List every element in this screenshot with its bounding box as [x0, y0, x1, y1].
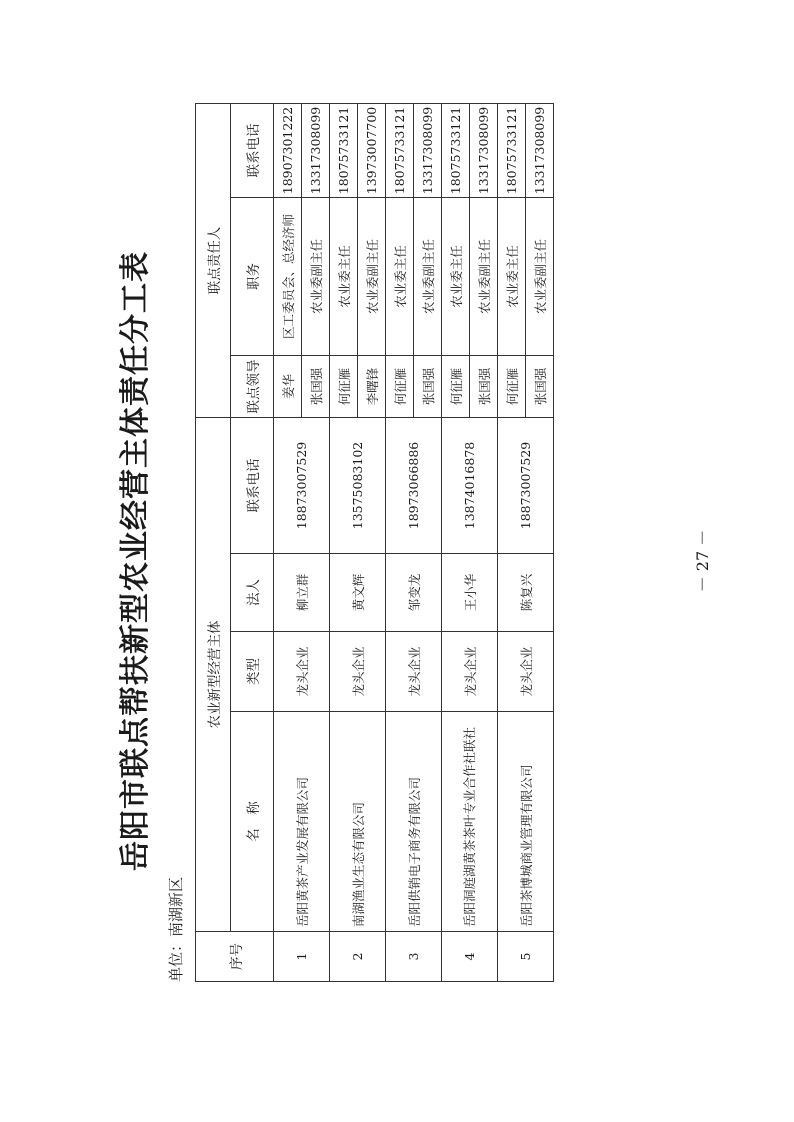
- leader-position: 农业委主任: [386, 198, 414, 356]
- legal-person: 邹变龙: [386, 554, 442, 632]
- leader-name: 张国强: [414, 356, 442, 418]
- seq-cell: 5: [498, 932, 554, 982]
- leader-phone: 18075733121: [442, 103, 470, 197]
- leader-name: 何征雁: [386, 356, 414, 418]
- leader-position: 农业委主任: [330, 198, 358, 356]
- seq-cell: 2: [330, 932, 386, 982]
- leader-name: 张国强: [302, 356, 330, 418]
- header-name: 名 称: [231, 712, 274, 932]
- leader-name: 何征雁: [498, 356, 526, 418]
- table-row: [498, 103, 526, 981]
- leader-phone: 18075733121: [330, 103, 358, 197]
- legal-person: 柳立群: [274, 554, 330, 632]
- table-row: [274, 103, 302, 981]
- leader-name: 张国强: [526, 356, 554, 418]
- leader-name: 何征雁: [442, 356, 470, 418]
- table-row: [330, 103, 358, 981]
- legal-person: 黄文辉: [330, 554, 386, 632]
- entity-phone: 13575083102: [330, 418, 386, 554]
- leader-name: 张国强: [470, 356, 498, 418]
- entity-type: 龙头企业: [442, 632, 498, 712]
- responsibility-table: [195, 103, 554, 982]
- leader-phone: 13317308099: [414, 103, 442, 197]
- entity-name: 岳阳供销电子商务有限公司: [386, 712, 442, 932]
- header-group-contact: 联点责任人: [196, 103, 231, 417]
- leader-position: 农业委副主任: [470, 198, 498, 356]
- header-type: 类型: [231, 632, 274, 712]
- legal-person: 陈复兴: [498, 554, 554, 632]
- table-row: [386, 103, 414, 981]
- page-title: 岳阳市联点帮扶新型农业经营主体责任分工表: [118, 251, 153, 871]
- entity-type: 龙头企业: [498, 632, 554, 712]
- table-row: [442, 103, 470, 981]
- leader-phone: 18075733121: [498, 103, 526, 197]
- header-legal: 法人: [231, 554, 274, 632]
- leader-phone: 13317308099: [526, 103, 554, 197]
- entity-name: 岳阳黄茶产业发展有限公司: [274, 712, 330, 932]
- entity-name: 南湖渔业生态有限公司: [330, 712, 386, 932]
- leader-phone: 13973007700: [358, 103, 386, 197]
- leader-phone: 18075733121: [386, 103, 414, 197]
- entity-phone: 18973066886: [386, 418, 442, 554]
- header-leader: 联点领导: [231, 356, 274, 418]
- leader-name: 李曙锋: [358, 356, 386, 418]
- entity-name: 岳阳洞庭湖黄茶茶叶专业合作社联社: [442, 712, 498, 932]
- legal-person: 王小华: [442, 554, 498, 632]
- leader-position: 农业委副主任: [302, 198, 330, 356]
- entity-name: 岳阳茶博城商业管理有限公司: [498, 712, 554, 932]
- seq-cell: 3: [386, 932, 442, 982]
- header-leader-phone: 联系电话: [231, 103, 274, 197]
- leader-position: 区工委员会、总经济师: [274, 198, 302, 356]
- header-position: 职务: [231, 198, 274, 356]
- entity-type: 龙头企业: [274, 632, 330, 712]
- leader-phone: 13317308099: [470, 103, 498, 197]
- entity-type: 龙头企业: [330, 632, 386, 712]
- leader-position: 农业委主任: [498, 198, 526, 356]
- leader-position: 农业委副主任: [358, 198, 386, 356]
- entity-phone: 18873007529: [274, 418, 330, 554]
- header-group-entity: 农业新型经营主体: [196, 418, 231, 932]
- leader-phone: 18907301222: [274, 103, 302, 197]
- header-seq: 序号: [196, 932, 274, 982]
- leader-position: 农业委副主任: [526, 198, 554, 356]
- unit-label: 单位：南湖新区: [167, 876, 185, 982]
- seq-cell: 4: [442, 932, 498, 982]
- leader-position: 农业委主任: [442, 198, 470, 356]
- leader-name: 姜华: [274, 356, 302, 418]
- entity-phone: 18873007529: [498, 418, 554, 554]
- header-phone: 联系电话: [231, 418, 274, 554]
- page-number: － 27 －: [693, 529, 712, 593]
- seq-cell: 1: [274, 932, 330, 982]
- leader-position: 农业委副主任: [414, 198, 442, 356]
- leader-phone: 13317308099: [302, 103, 330, 197]
- entity-phone: 13874016878: [442, 418, 498, 554]
- leader-name: 何征雁: [330, 356, 358, 418]
- entity-type: 龙头企业: [386, 632, 442, 712]
